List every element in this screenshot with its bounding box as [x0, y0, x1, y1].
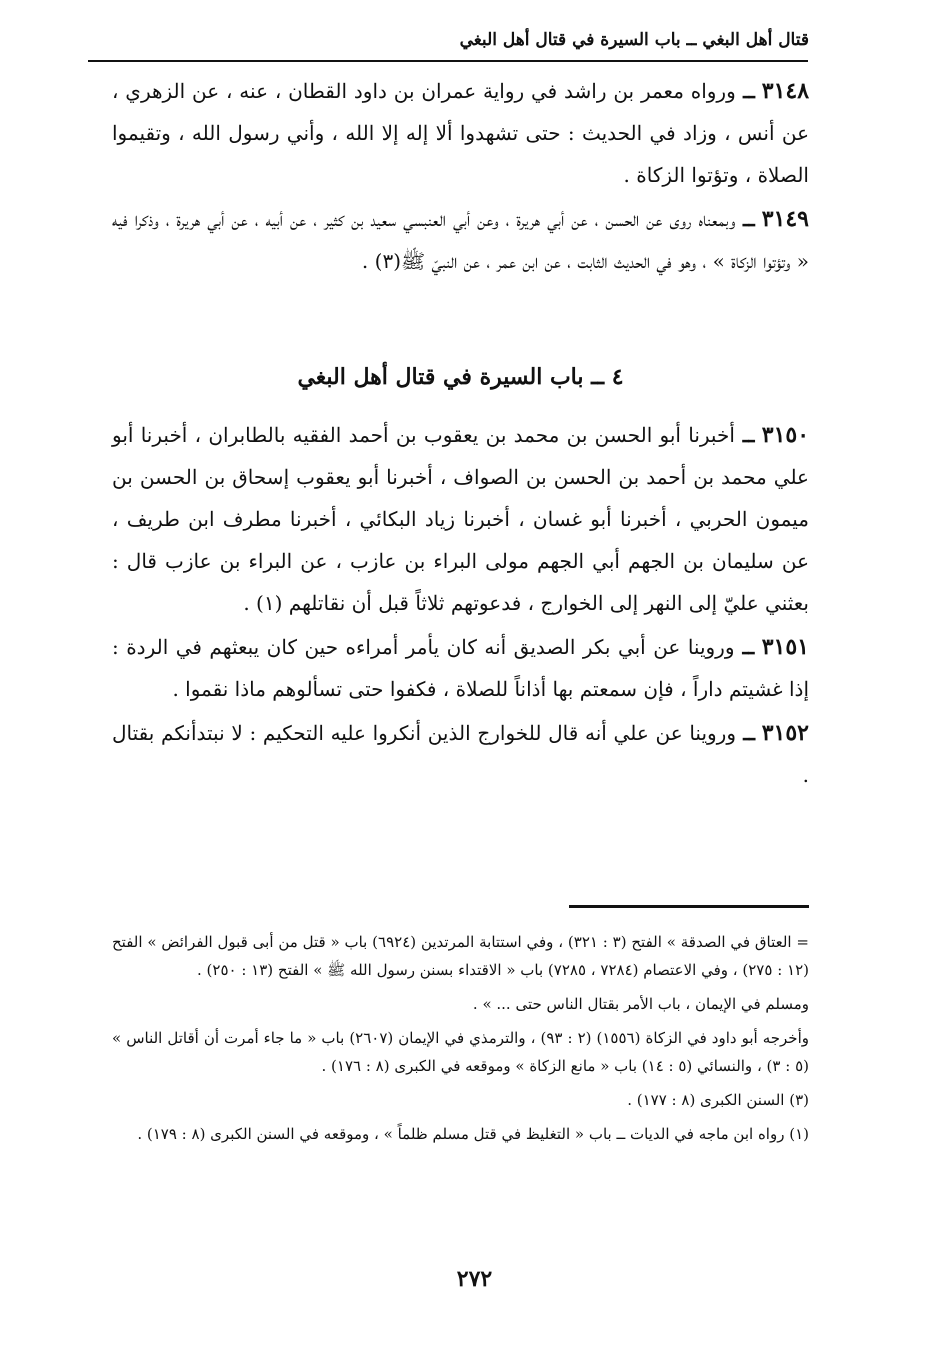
dash: ــ — [734, 423, 755, 447]
hadith-number: ٣١٤٩ — [761, 206, 809, 232]
footnotes — [112, 928, 809, 1154]
hadith-text: وروينا عن علي أنه قال للخوارج الذين أنكروا عليه التحكيم : لا نبتدأنكم بقتال . — [112, 721, 809, 787]
hadith-3151 — [112, 626, 809, 710]
running-head: قتال أهل البغي ــ باب السيرة في قتال أهل البغي — [459, 30, 809, 50]
hadith-3149 — [112, 198, 809, 282]
hadith-text: وبمعناه روى عن الحسن ، عن أبي هريرة ، وعن أبي العنبسي سعيد بن كثير ، عن أبيه ، عن أبي هريرة ، وذكرا فيه « وتؤتوا الزكاة » ، وهو في الحديث الثابت ، عن ابن عمر ، عن النبيّ ﷺ(٣) . — [112, 207, 809, 273]
hadith-number: ٣١٤٨ — [761, 78, 810, 104]
footnote-rule — [569, 905, 809, 908]
dash: ــ — [736, 721, 756, 745]
page-number: ٢٧٢ — [456, 1266, 493, 1292]
dash: ــ — [735, 207, 755, 231]
footnote-3: (٣) السنن الكبرى (٨ : ١٧٧) . — [627, 1091, 809, 1109]
hadith-number: ٣١٥٢ — [761, 720, 809, 746]
hadith-3152 — [112, 712, 809, 796]
footnote-continuation: ومسلم في الإيمان ، باب الأمر بقتال الناس حتى ... » . — [472, 995, 809, 1013]
footnote-continuation: وأخرجه أبو داود في الزكاة (١٥٥٦) (٢ : ٩٣) ، والترمذي في الإيمان (٢٦٠٧) باب « ما جاء أمرت أن أقاتل الناس » (٥ : ٣) ، والنسائي (٥ : ١٤) باب « مانع الزكاة » وموقعه في الكبرى (٨ : ١٧٦) . — [112, 1029, 809, 1075]
hadith-3148 — [112, 70, 809, 196]
hadith-3150 — [112, 414, 809, 624]
hadith-number: ٣١٥٠ — [761, 422, 810, 448]
hadith-text: وروينا عن أبي بكر الصديق أنه كان يأمر أمراءه حين كان يبعثهم في الردة : إذا غشيتم داراً ، فإن سمعتم بها أذاناً للصلاة ، فكفوا حتى تسألوهم ماذا نقموا . — [112, 635, 809, 701]
footnote-continuation: = العتاق في الصدقة » الفتح (٣ : ٣٢١) ، وفي استتابة المرتدين (٦٩٢٤) باب « قتل من أبى قبول الفرائض » الفتح (١٢ : ٢٧٥) ، وفي الاعتصام (٧٢٨٤ ، ٧٢٨٥) باب « الاقتداء بسنن رسول الله ﷺ » الفتح (١٣ : ٢٥٠) . — [112, 933, 809, 979]
section-title: ٤ ــ باب السيرة في قتال أهل البغي — [297, 364, 624, 390]
header-rule — [88, 60, 808, 62]
hadith-number: ٣١٥١ — [761, 634, 809, 660]
hadith-block-top — [112, 70, 809, 282]
footnote-1: (١) رواه ابن ماجه في الديات ــ باب « التغليظ في قتل مسلم ظلماً » ، وموقعه في السنن الكبرى (٨ : ١٧٩) . — [137, 1125, 809, 1143]
dash: ــ — [735, 79, 755, 103]
hadith-text: ورواه معمر بن راشد في رواية عمران بن داود القطان ، عنه ، عن الزهري ، عن أنس ، وزاد في الحديث : حتى تشهدوا ألا إله إلا الله ، وأني رسول الله ، وتقيموا الصلاة ، وتؤتوا الزكاة . — [112, 79, 809, 187]
hadith-block-bottom — [112, 414, 809, 796]
hadith-text: أخبرنا أبو الحسن بن محمد بن يعقوب بن أحمد الفقيه بالطابران ، أخبرنا أبو علي محمد بن أحمد بن الحسن بن الصواف ، أخبرنا أبو يعقوب إسحاق بن الحسن بن ميمون الحربي ، أخبرنا أبو غسان ، أخبرنا زياد البكائي ، أخبرنا مطرف ابن طريف ، عن سليمان بن الجهم أبي الجهم مولى البراء بن عازب ، عن البراء بن عازب قال : بعثني عليّ إلى النهر إلى الخوارج ، فدعوتهم ثلاثاً قبل أن نقاتلهم (١) . — [112, 423, 809, 615]
dash: ــ — [734, 635, 755, 659]
